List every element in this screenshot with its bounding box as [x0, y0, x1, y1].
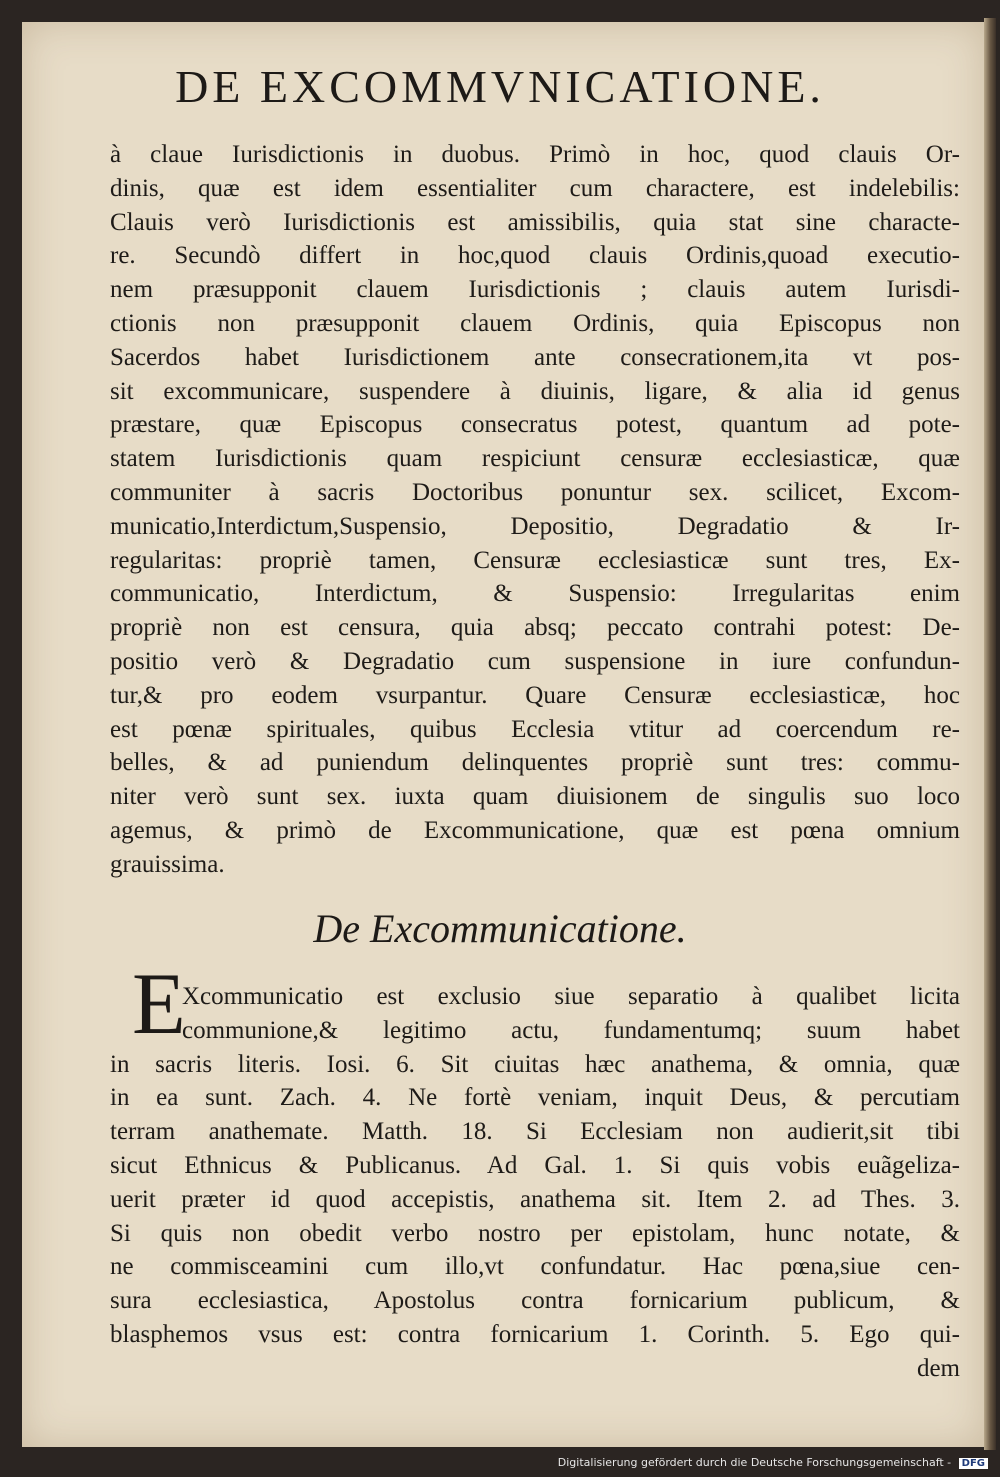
text-line: re. Secundò differt in hoc,quod clauis Ordinis,quoad executio- [110, 242, 960, 270]
text-line: Clauis verò Iurisdictionis est amissibilis, quia stat sine characte- [110, 208, 960, 236]
text-line: ne commisceamini cum illo,vt confundatur. Hac pœna,siue cen- [110, 1253, 960, 1281]
text-line: à claue Iurisdictionis in duobus. Primò in hoc, quod clauis Or- [110, 141, 960, 168]
text-line: sura ecclesiastica, Apostolus contra fornicarium publicum, & [110, 1287, 960, 1315]
credit-text: Digitalisierung gefördert durch die Deutsche Forschungsgemeinschaft - [557, 1456, 952, 1469]
text-line: nem præsupponit clauem Iurisdictionis ; clauis autem Iurisdi- [110, 276, 960, 304]
text-line: est pœnæ spirituales, quibus Ecclesia vtitur ad coercendum re- [110, 715, 960, 743]
page-edge [984, 18, 996, 1450]
drop-capital: E [132, 956, 186, 1053]
text-line: positio verò & Degradatio cum suspensione in iure confundun- [110, 647, 960, 675]
text-line: municatio,Interdictum,Suspensio, Depositio, Degradatio & Ir- [110, 512, 960, 540]
text-line: statem Iurisdictionis quam respiciunt censuræ ecclesiasticæ, quæ [110, 445, 960, 473]
text-line: communione,& legitimo actu, fundamentumq; suum habet [182, 1016, 960, 1044]
text-line: Xcommunicatio est exclusio siue separatio à qualibet licita [182, 983, 960, 1010]
text-line: communiter à sacris Doctoribus ponuntur sex. scilicet, Excom- [110, 478, 960, 506]
text-line: sicut Ethnicus & Publicanus. Ad Gal. 1. Si quis vobis euãgeliza- [110, 1151, 960, 1179]
text-line: regularitas: propriè tamen, Censuræ ecclesiasticæ sunt tres, Ex- [110, 546, 960, 574]
text-line: propriè non est censura, quia absq; peccato contrahi potest: De- [110, 614, 960, 642]
section-heading: De Excommunicatione. [313, 906, 687, 951]
running-head: DE EXCOMMVNICATIONE. [175, 61, 825, 112]
text-line: Si quis non obedit verbo nostro per epistolam, hunc notate, & [110, 1219, 960, 1247]
text-line: ctionis non præsupponit clauem Ordinis, quia Episcopus non [110, 309, 960, 337]
text-line: præstare, quæ Episcopus consecratus potest, quantum ad pote- [110, 411, 960, 439]
text-line: dinis, quæ est idem essentialiter cum charactere, est indelebilis: [110, 174, 960, 202]
dfg-logo: DFG [959, 1458, 988, 1469]
catchword: dem [916, 1354, 960, 1382]
text-line: in ea sunt. Zach. 4. Ne fortè veniam, inquit Deus, & percutiam [110, 1084, 960, 1112]
text-line: belles, & ad puniendum delinquentes propriè sunt tres: commu- [110, 749, 960, 777]
text-line: sit excommunicare, suspendere à diuinis, ligare, & alia id genus [110, 377, 960, 405]
text-line: in sacris literis. Iosi. 6. Sit ciuitas hæc anathema, & omnia, quæ [110, 1050, 960, 1078]
text-line: uerit præter id quod accepistis, anathema sit. Item 2. ad Thes. 3. [110, 1185, 960, 1213]
digitization-credit [558, 1456, 988, 1469]
text-line: grauissima. [110, 850, 225, 878]
text-line: agemus, & primò de Excommunicatione, quæ est pœna omnium [110, 816, 960, 844]
text-line: tur,& pro eodem vsurpantur. Quare Censuræ ecclesiasticæ, hoc [110, 681, 960, 709]
body-text [110, 138, 960, 882]
text-line: niter verò sunt sex. iuxta quam diuisionem de singulis suo loco [110, 783, 960, 811]
text-line: communicatio, Interdictum, & Suspensio: Irregularitas enim [110, 580, 960, 608]
text-line: blasphemos vsus est: contra fornicarium 1. Corinth. 5. Ego qui- [110, 1320, 960, 1348]
section-text [110, 980, 960, 1386]
text-line: terram anathemate. Matth. 18. Si Ecclesiam non audierit,sit tibi [110, 1118, 960, 1146]
text-line: Sacerdos habet Iurisdictionem ante consecrationem,ita vt pos- [110, 343, 960, 371]
